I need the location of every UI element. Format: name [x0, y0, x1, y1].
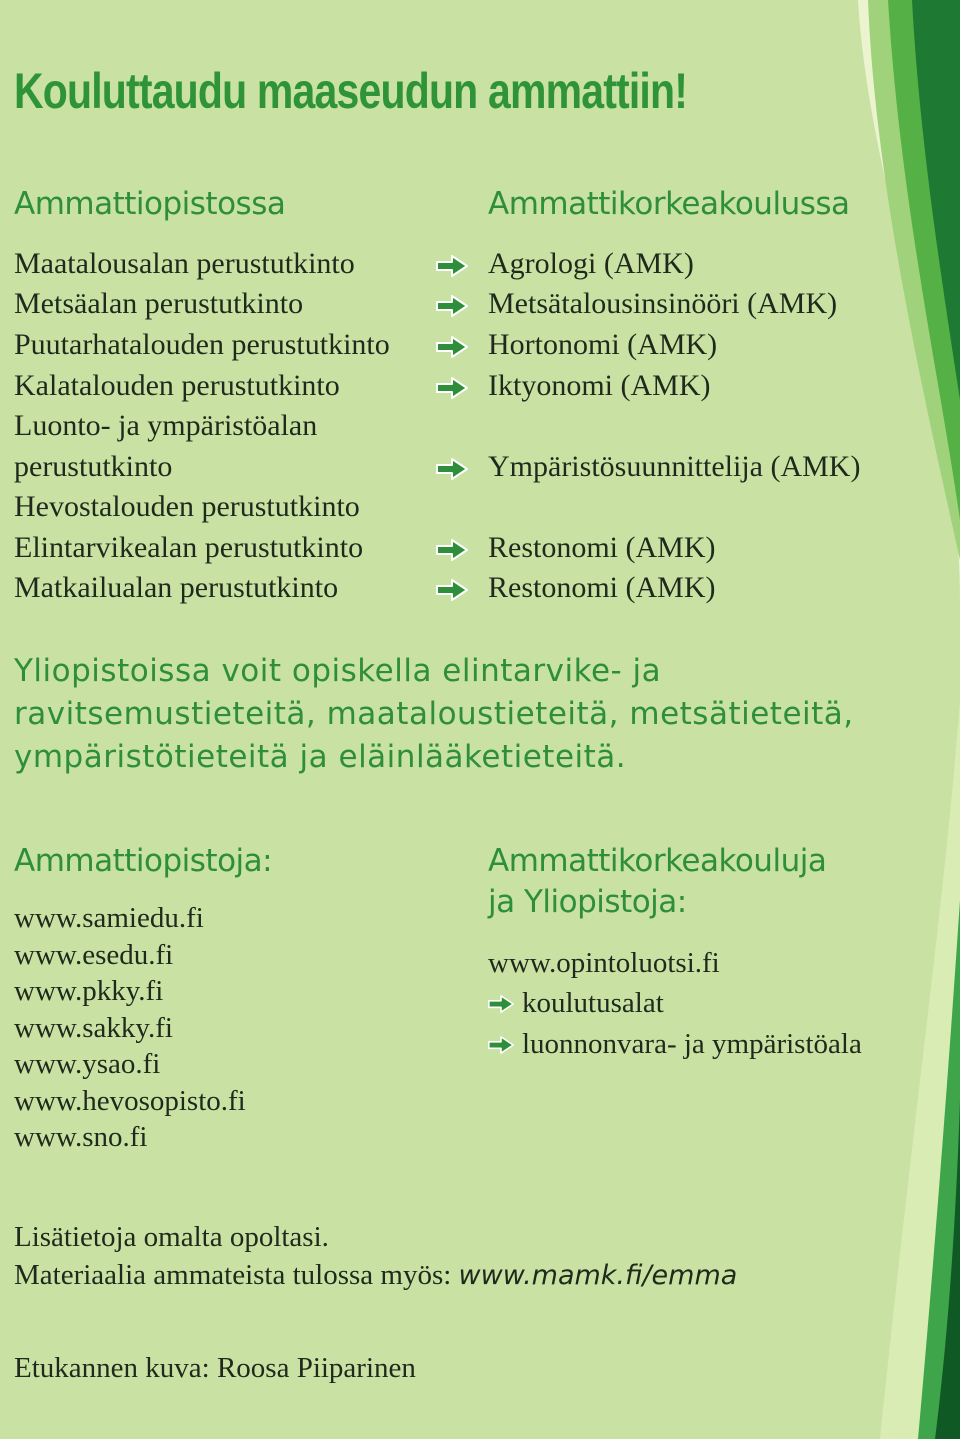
arrow-right-icon: [436, 539, 468, 561]
polytechnic-degree: Metsätalousinsinööri (AMK): [488, 287, 838, 320]
school-link[interactable]: www.hevosopisto.fi: [14, 1084, 246, 1117]
arrow-right-icon: [488, 1036, 514, 1054]
page-title: Kouluttaudu maaseudun ammattiin!: [14, 63, 688, 119]
arrow-right-icon: [436, 255, 468, 277]
vocational-links-header: Ammattiopistoja:: [14, 843, 273, 879]
polytechnic-degree: Agrologi (AMK): [488, 247, 694, 280]
polytechnic-degree: Hortonomi (AMK): [488, 328, 718, 361]
vocational-degree: Elintarvikealan perustutkinto: [14, 531, 364, 564]
higher-links-header-line2: ja Yliopistoja:: [488, 884, 687, 920]
arrow-right-icon: [488, 995, 514, 1013]
polytechnic-column-header: Ammattikorkeakoulussa: [488, 186, 850, 222]
polytechnic-degree: Restonomi (AMK): [488, 531, 716, 564]
arrow-right-icon: [436, 295, 468, 317]
arrow-right-icon: [436, 336, 468, 358]
vocational-degree: Kalatalouden perustutkinto: [14, 369, 340, 402]
vocational-degree: Matkailualan perustutkinto: [14, 571, 339, 604]
vocational-degree-line2: perustutkinto: [14, 450, 173, 483]
material-line: [14, 1257, 737, 1295]
vocational-degree: Maatalousalan perustutkinto: [14, 247, 355, 280]
vocational-degree: Metsäalan perustutkinto: [14, 287, 304, 320]
material-prefix: Materiaalia ammateista tulossa myös:: [14, 1259, 452, 1291]
arrow-right-icon: [436, 579, 468, 601]
school-link[interactable]: www.sakky.fi: [14, 1011, 173, 1044]
school-link[interactable]: www.pkky.fi: [14, 975, 164, 1007]
polytechnic-degree: Restonomi (AMK): [488, 571, 716, 604]
arrow-right-icon: [436, 377, 468, 399]
school-link[interactable]: www.sno.fi: [14, 1121, 148, 1153]
higher-link-item[interactable]: luonnonvara- ja ympäristöala: [522, 1028, 862, 1060]
school-link[interactable]: www.ysao.fi: [14, 1048, 161, 1080]
opintoluotsi-link[interactable]: www.opintoluotsi.fi: [488, 947, 720, 979]
vocational-degree: Hevostalouden perustutkinto: [14, 490, 360, 523]
arrow-right-icon: [436, 458, 468, 480]
higher-links-header-line1: Ammattikorkeakouluja: [488, 843, 827, 879]
school-link[interactable]: www.esedu.fi: [14, 938, 174, 971]
polytechnic-degree: Ympäristösuunnittelija (AMK): [488, 450, 861, 483]
vocational-column-header: Ammattiopistossa: [14, 186, 286, 222]
mamk-link[interactable]: www.mamk.fi/emma: [458, 1260, 738, 1291]
higher-link-item[interactable]: koulutusalat: [522, 987, 664, 1019]
university-paragraph: Yliopistoissa voit opiskella elintarvike- ja ravitsemustieteitä, maataloustieteitä, metsätieteitä, ympäristötieteitä ja eläinlääketieteitä.: [14, 653, 854, 775]
polytechnic-degree: Iktyonomi (AMK): [488, 369, 711, 402]
vocational-degree-line1: Luonto- ja ympäristöalan: [14, 409, 318, 442]
photo-credit: Etukannen kuva: Roosa Piiparinen: [14, 1352, 416, 1384]
info-text: Lisätietoja omalta opoltasi.: [14, 1221, 329, 1253]
vocational-url-list: [14, 900, 246, 1156]
vocational-degree: Puutarhatalouden perustutkinto: [14, 328, 390, 361]
school-link[interactable]: www.samiedu.fi: [14, 902, 204, 934]
